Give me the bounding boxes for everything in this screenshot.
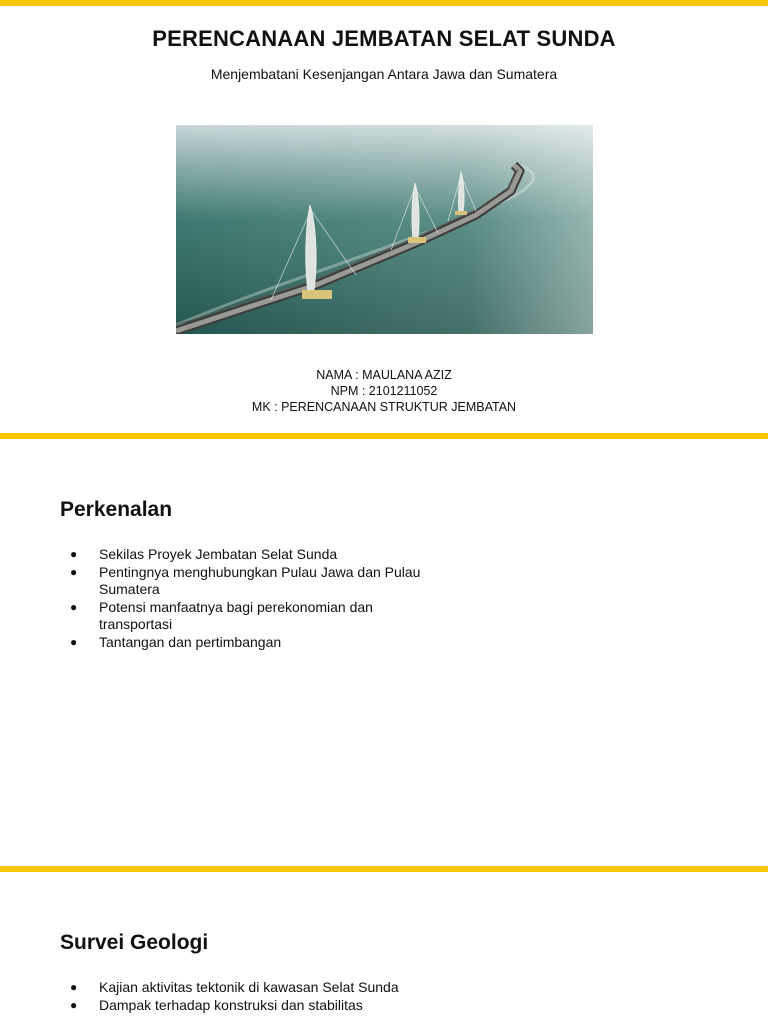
- section-title-survei-geologi: Survei Geologi: [60, 931, 209, 954]
- list-item: ● Potensi manfaatnya bagi perekonomian dan transportasi: [60, 599, 440, 634]
- course-name: MK : PERENCANAAN STRUKTUR JEMBATAN: [251, 400, 517, 414]
- list-item: ● Kajian aktivitas tektonik di kawasan Selat Sunda: [60, 979, 440, 997]
- list-item: ● Pentingnya menghubungkan Pulau Jawa dan Pulau Sumatera: [60, 564, 440, 599]
- accent-bar-divider-2: [0, 866, 768, 872]
- bullet-list-survei-geologi: [60, 979, 440, 1014]
- accent-bar-divider-1: [0, 433, 768, 439]
- accent-bar-top: [0, 0, 768, 6]
- section-title-perkenalan: Perkenalan: [60, 498, 173, 521]
- author-npm: NPM : 2101211052: [330, 384, 438, 398]
- author-info: [0, 367, 768, 415]
- list-item: ● Dampak terhadap konstruksi dan stabilitas: [60, 997, 440, 1015]
- author-name: NAMA : MAULANA AZIZ: [316, 368, 452, 382]
- slide-title: PERENCANAAN JEMBATAN SELAT SUNDA: [152, 26, 616, 51]
- list-item: ● Sekilas Proyek Jembatan Selat Sunda: [60, 546, 440, 564]
- bullet-list-perkenalan: [60, 546, 440, 651]
- slide-subtitle: Menjembatani Kesenjangan Antara Jawa dan Sumatera: [210, 66, 558, 82]
- list-item: ● Tantangan dan pertimbangan: [60, 634, 440, 652]
- bridge-photo: [176, 125, 593, 334]
